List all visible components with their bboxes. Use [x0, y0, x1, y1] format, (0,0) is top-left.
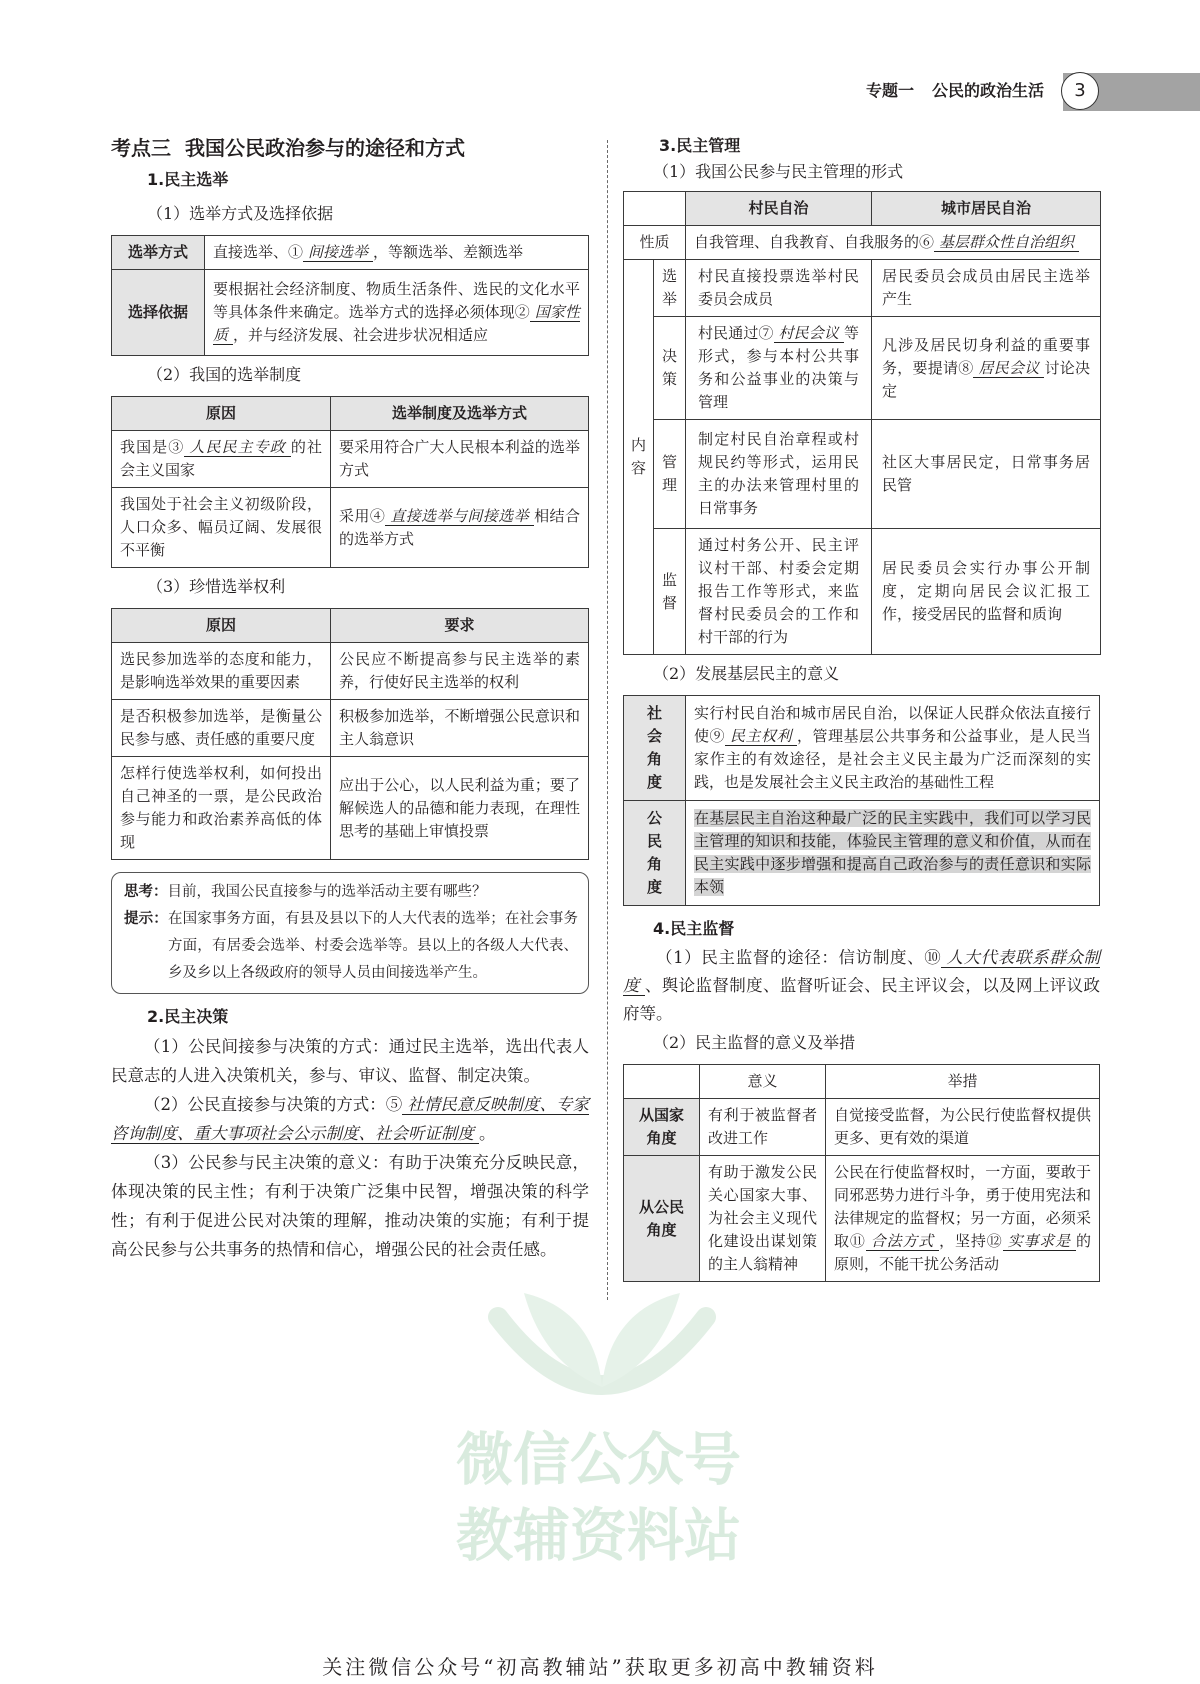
- hint-text: 在国家事务方面，有县及县以下的人大代表的选举；在社会事务方面，有居委会选举、村委会选举等。县以上的各级人大代表、乡及乡以上各级政府的领导人员由间接选举产生。: [167, 911, 579, 981]
- column-header: 举措: [826, 1065, 1100, 1099]
- corner-cell: [624, 192, 686, 226]
- column-header: 原因: [112, 397, 331, 431]
- table-row: [624, 1156, 1100, 1282]
- table-cell: [112, 431, 331, 488]
- paragraph: （3）公民参与民主决策的意义：有助于决策充分反映民意，体现决策的民主性；有利于决策广泛集中民智，增强决策的科学性；有利于促进公民对决策的理解，推动决策的实施；有利于提高公民参与公共事务的热情和信心，增强公民的社会责任感。: [111, 1153, 589, 1259]
- column-header: 村民自治: [686, 192, 872, 226]
- topic-heading: [111, 133, 589, 163]
- row-header: 选举方式: [112, 236, 205, 270]
- think-question-text: 目前，我国公民直接参与的选举活动主要有哪些？: [167, 884, 487, 900]
- table-cell: [686, 226, 1101, 260]
- cell-text: 我国是③: [120, 438, 185, 456]
- table-row: [112, 643, 589, 700]
- table-row: [624, 1099, 1100, 1156]
- cell-text: 凡涉及居民切身利益的重要事务，要提请⑧: [882, 335, 1090, 377]
- democratic-management-table: [623, 191, 1101, 655]
- paragraph-text: 、舆论监督制度、监督听证会、民主评议会，以及网上评议政府等。: [623, 976, 1101, 1023]
- table-cell: 自觉接受监督，为公民行使监督权提供更多、更有效的渠道: [826, 1099, 1100, 1156]
- cell-text: ，坚持⑫: [939, 1232, 1003, 1250]
- subheading-management-forms: （1）我国公民参与民主管理的形式: [653, 162, 904, 181]
- table-cell: [686, 317, 872, 420]
- answer-blank: 民主权利: [725, 727, 797, 746]
- election-methods-table: [111, 235, 589, 356]
- table-cell: [872, 317, 1101, 420]
- election-system-table: [111, 396, 589, 568]
- section-title-supervision: 4.民主监督: [653, 919, 735, 938]
- table-cell: 是否积极参加选举，是衡量公民参与感、责任感的重要尺度: [112, 700, 331, 757]
- subheading-election-system: （2）我国的选举制度: [147, 365, 302, 384]
- think-hint: [124, 906, 578, 987]
- column-header: 城市居民自治: [872, 192, 1101, 226]
- table-row: [624, 260, 1101, 317]
- answer-blank: 人大代表联系群众制度: [623, 948, 1101, 995]
- table-cell: [686, 696, 1100, 801]
- footer-notice: 关注微信公众号“初高教辅站”获取更多初高中教辅资料: [322, 1655, 878, 1679]
- voting-rights-table: [111, 608, 589, 860]
- section-title-decision: 2.民主决策: [147, 1007, 229, 1026]
- answer-blank: 居民会议: [973, 359, 1044, 378]
- think-question: [124, 879, 578, 906]
- watermark-logo-icon: [462, 1283, 742, 1413]
- think-box: [111, 872, 589, 994]
- cell-text: 等形式，参与本村公共事务和公益事业的决策与管理: [698, 324, 859, 411]
- cell-text: 讨论决定: [882, 358, 1090, 400]
- subheading-supervision-measures: （2）民主监督的意义及举措: [653, 1033, 856, 1052]
- table-row: [624, 801, 1100, 906]
- table-row: [112, 757, 589, 860]
- paragraph-text: 。: [479, 1124, 496, 1143]
- subheading-grassroots-significance: （2）发展基层民主的意义: [653, 664, 840, 683]
- row-header: 选择依据: [112, 270, 205, 356]
- row-header: 性质: [624, 226, 686, 260]
- answer-blank: 间接选举: [303, 243, 373, 262]
- table-row: [624, 226, 1101, 260]
- cell-text: 相结合的选举方式: [339, 506, 580, 548]
- row-subheader: 决策: [654, 317, 686, 420]
- cell-text: 要根据社会经济制度、物质生活条件、选民的文化水平等具体条件来确定。选举方式的选择必须体现②: [213, 280, 580, 321]
- table-cell: [331, 488, 589, 568]
- paragraph: [623, 944, 1100, 1028]
- answer-blank: 村民会议: [774, 324, 844, 343]
- supervision-measures-table: [623, 1064, 1100, 1282]
- table-header-row: [624, 1065, 1100, 1099]
- section-title-management: 3.民主管理: [659, 136, 741, 155]
- topic-title: 公民的政治生活: [931, 81, 1044, 100]
- topic-number: 专题一: [865, 81, 914, 100]
- row-header: 公民角度: [624, 801, 686, 906]
- answer-blank: 国家性质: [213, 303, 580, 344]
- subheading-election-methods: （1）选举方式及选择依据: [147, 204, 334, 223]
- column-divider: [607, 140, 608, 1300]
- table-cell: 选民参加选举的态度和能力，是影响选举效果的重要因素: [112, 643, 331, 700]
- answer-blank: 直接选举与间接选举: [385, 507, 534, 526]
- section-title-elections: 1.民主选举: [147, 170, 229, 189]
- table-cell: 公民应不断提高参与民主选举的素养，行使好民主选举的权利: [331, 643, 589, 700]
- row-header: 社会角度: [624, 696, 686, 801]
- table-cell: [205, 236, 589, 270]
- table-row: [112, 236, 589, 270]
- row-header: 从国家角度: [624, 1099, 700, 1156]
- answer-blank: 实事求是: [1003, 1232, 1076, 1251]
- cell-text: ，管理基层公共事务和公益事业，是人民当家作主的有效途径，是社会主义民主最为广泛而深刻的实践，也是发展社会主义民主政治的基础性工程: [694, 727, 1091, 791]
- highlighted-text: 在基层民主自治这种最广泛的民主实践中，我们可以学习民主管理的知识和技能，体验民主管理的意义和价值，从而在民主实践中逐步增强和提高自己政治参与的责任意识和实际本领: [694, 809, 1091, 896]
- grassroots-significance-table: [623, 695, 1100, 906]
- table-cell: 有助于激发公民关心国家大事、为社会主义现代化建设出谋划策的主人翁精神: [700, 1156, 826, 1282]
- answer-blank: 基层群众性自治组织: [934, 233, 1079, 252]
- hint-label: 提示：: [124, 911, 168, 927]
- table-cell: 村民直接投票选举村民委员会成员: [686, 260, 872, 317]
- table-row: [624, 317, 1101, 420]
- table-row: [112, 700, 589, 757]
- table-cell: 居民委员会实行办事公开制度，定期向居民会议汇报工作，接受居民的监督和质询: [872, 529, 1101, 655]
- table-row: [112, 431, 589, 488]
- cell-text: 的原则，不能干扰公务活动: [834, 1232, 1091, 1273]
- page-number: 3: [1061, 72, 1099, 110]
- table-cell: 积极参加选举，不断增强公民意识和主人翁意识: [331, 700, 589, 757]
- row-subheader: 管理: [654, 420, 686, 529]
- paragraph-text: （2）公民直接参与决策的方式：⑤: [144, 1095, 403, 1114]
- row-subheader: 选举: [654, 260, 686, 317]
- table-cell: [826, 1156, 1100, 1282]
- running-header: [866, 79, 1044, 103]
- paragraph: [111, 1090, 589, 1148]
- table-cell: 居民委员会成员由居民主选举产生: [872, 260, 1101, 317]
- row-header: 从公民角度: [624, 1156, 700, 1282]
- watermark-text-line1: 微信公众号: [456, 1427, 741, 1493]
- corner-cell: [624, 1065, 700, 1099]
- cell-text: 公民在行使监督权时，一方面，要敢于同邪恶势力进行斗争，勇于使用宪法和法律规定的监督权；另一方面，必须采取⑪: [834, 1163, 1091, 1250]
- table-cell: 制定村民自治章程或村规民约等形式，运用民主的办法来管理村里的日常事务: [686, 420, 872, 529]
- column-header: 要求: [331, 609, 589, 643]
- row-header: 内容: [624, 260, 654, 655]
- left-column: [111, 133, 589, 1264]
- table-row: [624, 696, 1100, 801]
- cell-text: 采用④: [339, 506, 386, 525]
- cell-text: ，等额选举、差额选举: [373, 243, 524, 261]
- table-cell: 通过村务公开、民主评议村干部、村委会定期报告工作等形式，来监督村民委员会的工作和村干部的行为: [686, 529, 872, 655]
- table-row: [112, 488, 589, 568]
- table-header-row: [624, 192, 1101, 226]
- answer-blank: 社情民意反映制度、专家咨询制度、重大事项社会公示制度、社会听证制度: [111, 1095, 590, 1143]
- table-cell: 社区大事居民定，日常事务居民管: [872, 420, 1101, 529]
- table-cell: 我国处于社会主义初级阶段，人口众多、幅员辽阔、发展很不平衡: [112, 488, 331, 568]
- topic-heading-label: 考点三: [111, 136, 171, 160]
- column-header: 选举制度及选举方式: [331, 397, 589, 431]
- table-header-row: [112, 609, 589, 643]
- cell-text: ，并与经济发展、社会进步状况相适应: [233, 326, 489, 344]
- table-header-row: [112, 397, 589, 431]
- answer-blank: 合法方式: [866, 1232, 939, 1251]
- watermark-text-line2: 教辅资料站: [456, 1503, 741, 1569]
- column-header: 原因: [112, 609, 331, 643]
- table-row: [112, 270, 589, 356]
- table-cell: 有利于被监督者改进工作: [700, 1099, 826, 1156]
- cell-text: 实行村民自治和城市居民自治，以保证人民群众依法直接行使⑨: [694, 704, 1091, 745]
- cell-text: 的社会主义国家: [120, 438, 322, 479]
- row-subheader: 监督: [654, 529, 686, 655]
- table-row: [624, 420, 1101, 529]
- cell-text: 村民通过⑦: [698, 324, 774, 342]
- topic-heading-title: 我国公民政治参与的途径和方式: [185, 136, 465, 160]
- table-cell: 怎样行使选举权利，如何投出自己神圣的一票，是公民政治参与能力和政治素养高低的体现: [112, 757, 331, 860]
- paragraph-text: （1）民主监督的途径：信访制度、⑩: [656, 948, 942, 967]
- right-column: [623, 133, 1100, 1282]
- cell-text: 直接选举、①: [213, 243, 304, 261]
- table-cell: [686, 801, 1100, 906]
- cell-text: 自我管理、自我教育、自我服务的⑥: [694, 233, 935, 251]
- table-cell: 应出于公心，以人民利益为重；要了解候选人的品德和能力表现，在理性思考的基础上审慎投票: [331, 757, 589, 860]
- think-label: 思考：: [124, 884, 168, 900]
- answer-blank: 人民民主专政: [184, 438, 291, 457]
- column-header: 意义: [700, 1065, 826, 1099]
- paragraph: （1）公民间接参与决策的方式：通过民主选举，选出代表人民意志的人进入决策机关，参与、审议、监督、制定决策。: [111, 1037, 589, 1085]
- table-row: [624, 529, 1101, 655]
- subheading-cherish-voting-rights: （3）珍惜选举权利: [147, 577, 286, 596]
- table-cell: 要采用符合广大人民根本利益的选举方式: [331, 431, 589, 488]
- table-cell: [205, 270, 589, 356]
